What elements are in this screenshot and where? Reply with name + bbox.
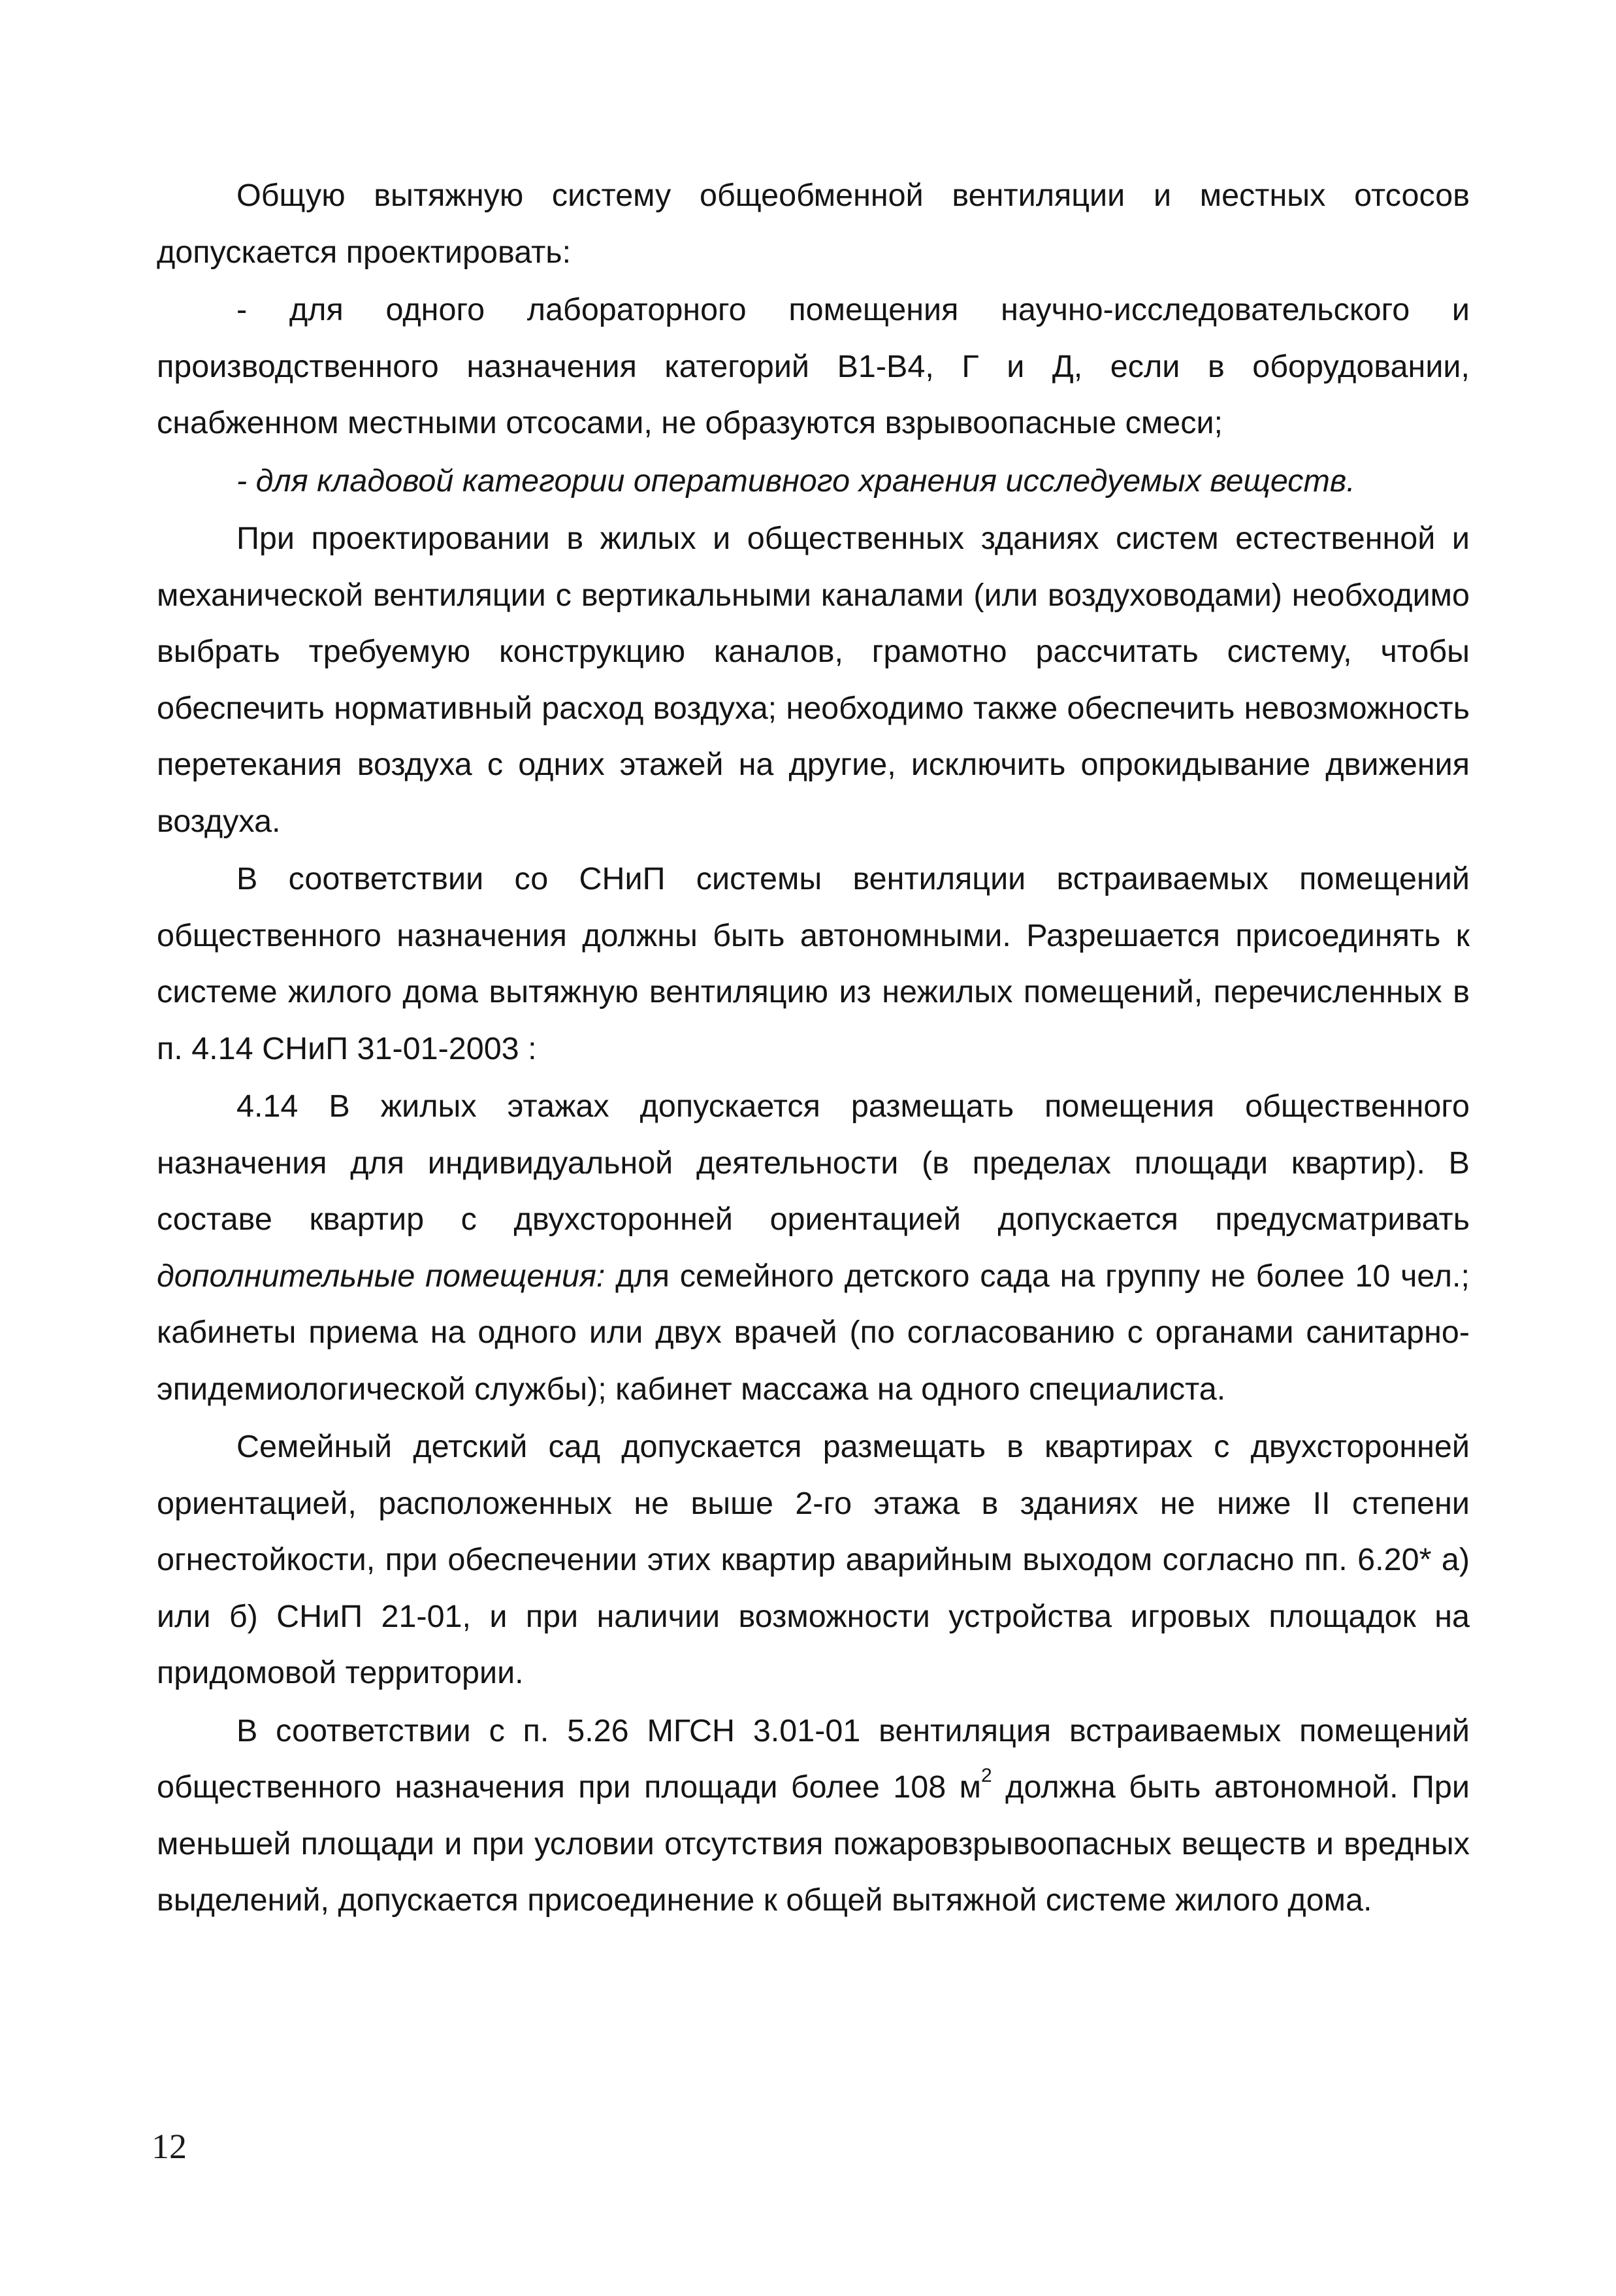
quote-italic-phrase: дополнительные помещения: [157, 1258, 606, 1294]
list-item-laboratory: - для одного лабораторного помещения научно-исследовательского и производственного назначения категорий В1-В4, Г и Д, если в оборудовании, снабженном местными отсосами, не образуются взрывоопасные смеси; [157, 292, 1470, 440]
mgsn-text-start: В соответствии с п. 5.26 МГСН 3.01-01 вентиляция встраиваемых помещений общественного назначения при площади более 108 м [157, 1713, 1470, 1805]
paragraph-quote-4-14 [157, 1078, 1470, 1417]
paragraph-design-requirements: При проектировании в жилых и общественных зданиях систем естественной и механической вентиляции с вертикальными каналами (или воздуховодами) необходимо выбрать требуемую конструкцию каналов, грамотно рассчитать систему, чтобы обеспечить нормативный расход воздуха; необходимо также обеспечить невозможность перетекания воздуха с одних этажей на другие, исключить опрокидывание движения воздуха. [157, 521, 1470, 839]
page-number: 12 [152, 2127, 187, 2166]
paragraph-snip-autonomous: В соответствии со СНиП системы вентиляции встраиваемых помещений общественного назначения должны быть автономными. Разрешается присоединять к системе жилого дома вытяжную вентиляцию из нежилых помещений, перечисленных в п. 4.14 СНиП 31-01-2003 : [157, 861, 1470, 1066]
list-item-storage: - для кладовой категории оперативного хранения исследуемых веществ. [236, 463, 1355, 499]
quote-text-end: для семейного детского сада на группу не более 10 чел.; кабинеты приема на одного или двух врачей (по согласованию с органами санитарно-эпидемиологической службы); кабинет массажа на одного специалиста. [157, 1258, 1470, 1407]
document-page [157, 167, 1470, 1929]
paragraph-family-kindergarten: Семейный детский сад допускается размещать в квартирах с двухсторонней ориентацией, расположенных не выше 2-го этажа в зданиях не ниже II степени огнестойкости, при обеспечении этих квартир аварийным выходом согласно пп. 6.20* а) или б) СНиП 21-01, и при наличии возможности устройства игровых площадок на придомовой территории. [157, 1429, 1470, 1690]
paragraph-mgsn-ventilation [157, 1703, 1470, 1929]
quote-text-start: 4.14 В жилых этажах допускается размещать помещения общественного назначения для индивидуальной деятельности (в пределах площади квартир). В составе квартир с двухсторонней ориентацией допускается предусматривать [157, 1089, 1470, 1237]
superscript-square: 2 [981, 1765, 992, 1786]
paragraph-exhaust-system-intro: Общую вытяжную систему общеобменной вентиляции и местных отсосов допускается проектировать: [157, 178, 1470, 270]
mgsn-text-end: должна быть автономной. При меньшей площади и при условии отсутствия пожаровзрывоопасных веществ и вредных выделений, допускается присоединение к общей вытяжной системе жилого дома. [157, 1769, 1470, 1918]
